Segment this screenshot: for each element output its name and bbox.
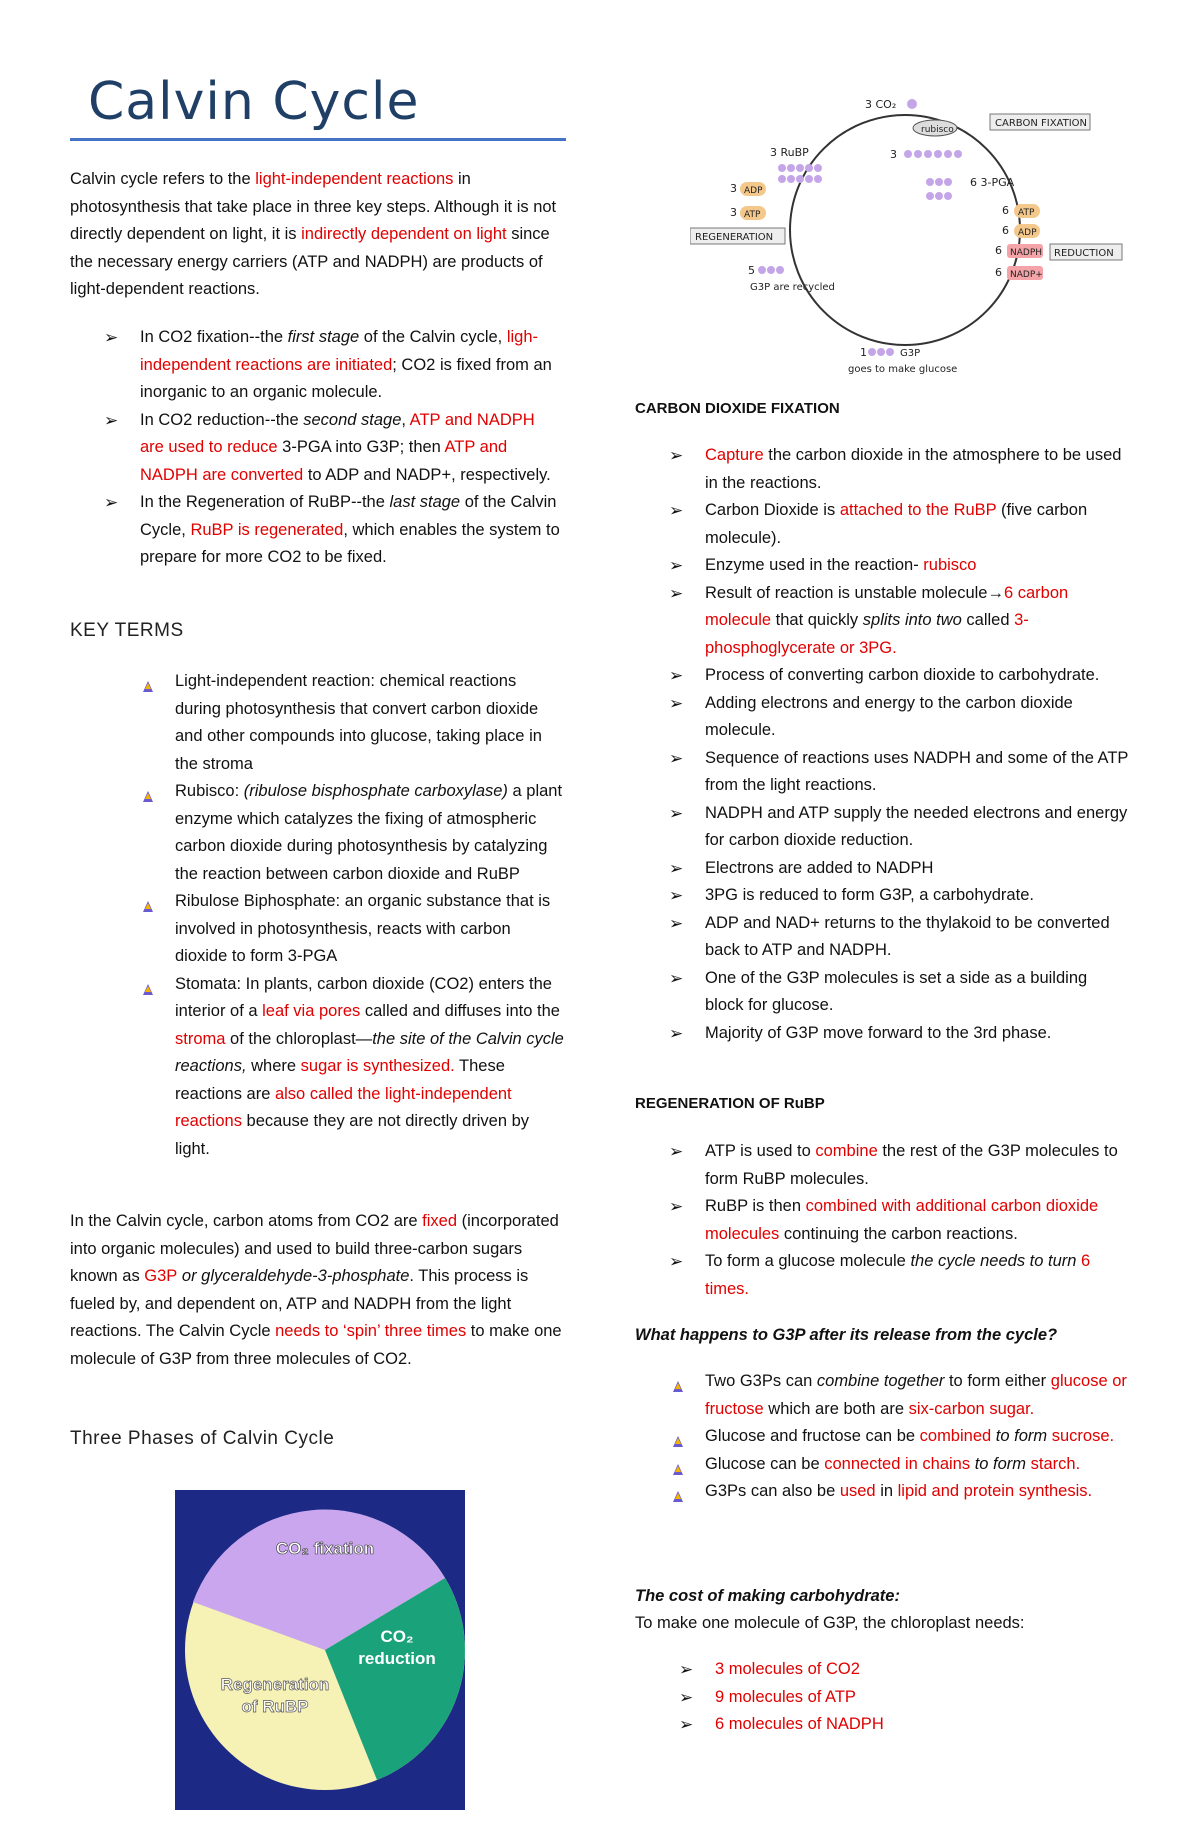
text-segment: 6 carbon molecule bbox=[705, 583, 1069, 629]
label-regeneration: REGENERATION bbox=[695, 232, 774, 243]
text-segment: attached to the RuBP bbox=[839, 501, 997, 519]
text-segment: Glucose can be bbox=[705, 1454, 825, 1473]
text-segment: , bbox=[401, 410, 410, 429]
text-segment: Carbon Dioxide is bbox=[705, 501, 840, 519]
text-segment: connected in chains bbox=[824, 1454, 971, 1473]
text-segment: second stage bbox=[303, 410, 402, 429]
label-atp-left: ATP bbox=[744, 210, 761, 220]
bullet-arrow-icon: ➢ bbox=[679, 1715, 694, 1734]
text-segment: to form bbox=[995, 1427, 1048, 1445]
text-segment: to form bbox=[974, 1454, 1027, 1473]
text-segment: To form a glucose molecule bbox=[705, 1252, 911, 1270]
text-segment: Light-independent reaction: chemical reactions during photosynthesis that convert carbon dioxide and other compounds into glucose, taking place in the stroma bbox=[175, 672, 542, 773]
text-segment: continuing the carbon reactions. bbox=[779, 1224, 1018, 1243]
cost-heading: The cost of making carbohydrate: bbox=[635, 1587, 900, 1605]
text-segment: ; CO2 is fixed from an inorganic to an organic molecule. bbox=[140, 355, 552, 401]
text-segment: (incorporated into organic molecules) and used to build three-carbon sugars known as bbox=[70, 1212, 559, 1285]
bullet-arrow-icon: ➢ bbox=[669, 858, 684, 878]
list-item bbox=[669, 1020, 1130, 1048]
text-segment: In the Regeneration of RuBP--the bbox=[140, 493, 390, 511]
text-segment: In CO2 fixation--the bbox=[140, 328, 288, 346]
text-segment: the carbon dioxide in the atmosphere to be used in the reactions. bbox=[705, 446, 1122, 492]
text-segment: of the Calvin Cycle, bbox=[140, 493, 557, 539]
text-segment: splits into two bbox=[862, 611, 962, 629]
text-segment: which are both are bbox=[763, 1399, 909, 1418]
bullet-arrow-icon: ➢ bbox=[669, 1252, 684, 1271]
list-item bbox=[669, 1248, 1130, 1303]
pie-label-regeneration: Regeneration bbox=[220, 1675, 330, 1694]
label-6-atp-count: 6 bbox=[1002, 204, 1009, 217]
text-segment: Process of converting carbon dioxide to carbohydrate. bbox=[705, 666, 1100, 684]
text-segment: in bbox=[875, 1482, 898, 1500]
text-segment: 6 times. bbox=[705, 1252, 1091, 1298]
text-segment: Result of reaction is unstable molecule→ bbox=[705, 583, 1004, 602]
text-segment: (five carbon molecule). bbox=[705, 501, 1088, 547]
text-segment: 3PG is reduced to form G3P, a carbohydrate. bbox=[705, 886, 1034, 904]
bullet-arrow-icon: ➢ bbox=[669, 748, 684, 768]
label-3-atp-count: 3 bbox=[730, 206, 737, 219]
bullet-arrow-icon: ➢ bbox=[679, 1687, 694, 1707]
list-item bbox=[705, 1451, 1130, 1479]
key-terms-heading: KEY TERMS bbox=[70, 620, 184, 641]
list-item bbox=[175, 971, 565, 1164]
text-segment: combine bbox=[815, 1142, 878, 1160]
pie-label-of-rubp: of RuBP bbox=[241, 1697, 309, 1716]
list-item bbox=[669, 552, 1130, 580]
text-segment: combine together bbox=[816, 1372, 945, 1390]
list-item bbox=[705, 1423, 1130, 1451]
text-segment: ATP and NADPH are converted bbox=[140, 438, 508, 484]
g3p-question: What happens to G3P after its release from the cycle? bbox=[635, 1326, 1058, 1344]
list-item bbox=[669, 965, 1130, 1020]
text-segment: Adding electrons and energy to the carbon dioxide molecule. bbox=[705, 693, 1073, 739]
list-item bbox=[175, 778, 565, 888]
text-segment: used bbox=[839, 1482, 876, 1500]
text-segment: lipid and protein synthesis. bbox=[897, 1482, 1093, 1500]
list-item bbox=[104, 324, 560, 407]
text-segment: six-carbon sugar. bbox=[908, 1399, 1035, 1418]
text-segment: Majority of G3P move forward to the 3rd phase. bbox=[705, 1023, 1052, 1042]
text-segment: to ADP and NADP+, respectively. bbox=[303, 465, 551, 484]
label-goes-to-glucose: goes to make glucose bbox=[848, 364, 958, 375]
text-segment: indirectly dependent on light bbox=[301, 225, 507, 243]
text-segment: leaf via pores bbox=[262, 1002, 361, 1020]
bullet-arrow-icon: ➢ bbox=[669, 1023, 684, 1043]
phases-heading: Three Phases of Calvin Cycle bbox=[70, 1428, 335, 1449]
g3p-list bbox=[705, 1368, 1130, 1506]
cost-subheading: To make one molecule of G3P, the chloroplast needs: bbox=[635, 1614, 1025, 1632]
intro-paragraph bbox=[70, 166, 562, 304]
text-segment: 9 molecules of ATP bbox=[715, 1687, 856, 1706]
bullet-arrow-icon: ➢ bbox=[669, 886, 684, 905]
text-segment: of the chloroplast— bbox=[225, 1029, 373, 1048]
text-segment: last stage bbox=[389, 493, 461, 511]
text-segment: One of the G3P molecules is set a side as a building block for glucose. bbox=[705, 968, 1088, 1014]
text-segment: 3 molecules of CO2 bbox=[715, 1660, 860, 1678]
label-carbon-fixation: CARBON FIXATION bbox=[995, 118, 1088, 129]
text-segment: , which enables the system to prepare for more CO2 to be fixed. bbox=[140, 520, 560, 566]
pie-label-co2: CO₂ bbox=[380, 1627, 414, 1646]
bullet-arrow-icon: ➢ bbox=[669, 501, 684, 520]
co2-fixation-list bbox=[669, 442, 1130, 1047]
text-segment: because they are not directly driven by light. bbox=[175, 1112, 530, 1158]
label-atp-right: ATP bbox=[1018, 208, 1035, 218]
text-segment: sucrose. bbox=[1051, 1427, 1115, 1445]
text-segment: Enzyme used in the reaction- bbox=[705, 556, 924, 574]
text-segment: also called the light-independent reactions bbox=[175, 1084, 512, 1130]
list-item bbox=[669, 442, 1130, 497]
calvin-cycle-diagram bbox=[690, 90, 1130, 380]
regeneration-list bbox=[669, 1138, 1130, 1303]
text-segment: Sequence of reactions uses NADPH and some of the ATP from the light reactions. bbox=[705, 748, 1129, 794]
bullet-arrow-icon: ➢ bbox=[669, 693, 684, 713]
text-segment: the cycle needs to turn bbox=[910, 1252, 1077, 1270]
text-segment: that quickly bbox=[771, 611, 863, 629]
bullet-arrow-icon: ➢ bbox=[669, 556, 684, 575]
text-segment: Glucose and fructose can be bbox=[705, 1427, 920, 1445]
list-item bbox=[175, 888, 565, 971]
text-segment: starch. bbox=[1030, 1454, 1081, 1473]
list-item bbox=[669, 497, 1130, 552]
bullet-flag-icon bbox=[141, 978, 155, 991]
list-item bbox=[669, 745, 1130, 800]
label-nadp: NADP+ bbox=[1010, 270, 1043, 280]
bullet-arrow-icon: ➢ bbox=[679, 1660, 694, 1679]
bullet-flag-icon bbox=[141, 785, 155, 798]
text-segment: RuBP is regenerated bbox=[190, 520, 344, 539]
list-item bbox=[669, 662, 1130, 690]
title-divider bbox=[70, 138, 566, 141]
list-item bbox=[175, 668, 565, 778]
text-segment: 6 molecules of NADPH bbox=[715, 1715, 884, 1733]
key-terms-list bbox=[175, 668, 565, 1163]
list-item bbox=[669, 855, 1130, 883]
text-segment: . This process is fueled by, and dependent on, ATP and NADPH from the light reactions. The Calvin Cycle bbox=[70, 1267, 529, 1340]
list-item bbox=[669, 580, 1130, 663]
text-segment: In the Calvin cycle, carbon atoms from CO2 are bbox=[70, 1212, 423, 1230]
list-item bbox=[669, 690, 1130, 745]
text-segment: called bbox=[961, 611, 1015, 629]
label-rubisco: rubisco bbox=[921, 125, 954, 135]
text-segment: to make one molecule of G3P from three molecules of CO2. bbox=[70, 1322, 562, 1368]
bullet-flag-icon bbox=[141, 895, 155, 908]
text-segment: ligh-independent reactions are initiated bbox=[140, 328, 539, 374]
text-segment: in photosynthesis that take place in three key steps. Although it is not directly dependent on light, it is bbox=[70, 170, 557, 243]
bullet-arrow-icon: ➢ bbox=[669, 968, 684, 988]
text-segment: to form either bbox=[944, 1372, 1051, 1390]
bullet-flag-icon bbox=[671, 1485, 685, 1498]
text-segment: rubisco bbox=[923, 556, 977, 574]
text-segment: 3-PGA into G3P; then bbox=[277, 438, 445, 456]
page-title: Calvin Cycle bbox=[88, 72, 420, 132]
text-segment: of the Calvin cycle, bbox=[359, 328, 507, 346]
text-segment: since the necessary energy carriers (ATP and NADPH) are products of light-dependent reactions. bbox=[70, 225, 550, 298]
label-3co2: 3 CO₂ bbox=[865, 98, 897, 111]
label-reduction: REDUCTION bbox=[1054, 248, 1114, 259]
list-item bbox=[669, 800, 1130, 855]
text-segment: stroma bbox=[175, 1029, 226, 1048]
bullet-flag-icon bbox=[141, 675, 155, 688]
text-segment: fixed bbox=[422, 1212, 457, 1230]
text-segment: the site of the Calvin cycle reactions, bbox=[175, 1029, 564, 1075]
label-nadph: NADPH bbox=[1010, 248, 1043, 258]
text-segment: ADP and NAD+ returns to the thylakoid to be converted back to ATP and NADPH. bbox=[705, 913, 1110, 959]
cost-list bbox=[679, 1656, 1115, 1739]
text-segment: Rubisco: bbox=[175, 782, 244, 800]
text-segment: or glyceraldehyde-3-phosphate bbox=[177, 1267, 410, 1285]
stages-list bbox=[104, 324, 560, 572]
bullet-arrow-icon: ➢ bbox=[104, 493, 119, 512]
label-1-count: 1 bbox=[860, 346, 867, 359]
co2-fixation-heading: CARBON DIOXIDE FIXATION bbox=[635, 400, 840, 417]
label-6-nadph-count: 6 bbox=[995, 244, 1002, 257]
list-item bbox=[679, 1684, 1115, 1712]
list-item bbox=[679, 1711, 1115, 1739]
text-segment: These reactions are bbox=[175, 1057, 505, 1103]
text-segment: first stage bbox=[287, 328, 360, 346]
regeneration-heading: REGENERATION OF RuBP bbox=[635, 1095, 825, 1112]
pie-label-fixation: CO₂ fixation bbox=[275, 1539, 375, 1558]
carbon-paragraph bbox=[70, 1208, 565, 1373]
text-segment: ATP and NADPH are used to reduce bbox=[140, 410, 535, 456]
label-5-count: 5 bbox=[748, 264, 755, 277]
label-6-nadp-count: 6 bbox=[995, 266, 1002, 279]
list-item bbox=[104, 407, 560, 490]
text-segment: Two G3Ps can bbox=[705, 1372, 817, 1390]
list-item bbox=[669, 1138, 1130, 1193]
bullet-flag-icon bbox=[671, 1458, 685, 1471]
bullet-arrow-icon: ➢ bbox=[669, 583, 684, 603]
bullet-flag-icon bbox=[671, 1375, 685, 1388]
text-segment: combined bbox=[919, 1427, 992, 1445]
text-segment: Stomata: In plants, carbon dioxide (CO2) enters the interior of a bbox=[175, 974, 552, 1020]
list-item bbox=[705, 1368, 1130, 1423]
list-item bbox=[669, 882, 1130, 910]
text-segment: where bbox=[246, 1057, 301, 1075]
text-segment: a plant enzyme which catalyzes the fixing of atmospheric carbon dioxide during photosynthesis by catalyzing the reaction between carbon dioxide and RuBP bbox=[175, 782, 563, 883]
label-6-adp-count: 6 bbox=[1002, 224, 1009, 237]
label-g3p-recycled: G3P are recycled bbox=[750, 282, 835, 293]
text-segment: the rest of the G3P molecules to form RuBP molecules. bbox=[705, 1142, 1118, 1188]
text-segment: ATP is used to bbox=[705, 1142, 816, 1160]
bullet-arrow-icon: ➢ bbox=[669, 666, 684, 685]
text-segment: RuBP is then bbox=[705, 1197, 806, 1215]
pie-label-reduction: reduction bbox=[358, 1649, 436, 1668]
text-segment: sugar is synthesized. bbox=[300, 1057, 455, 1075]
text-segment: needs to ‘spin’ three times bbox=[275, 1322, 467, 1340]
bullet-arrow-icon: ➢ bbox=[669, 1142, 684, 1161]
bullet-arrow-icon: ➢ bbox=[669, 803, 684, 823]
text-segment: Calvin cycle refers to the bbox=[70, 170, 256, 188]
label-adp-left: ADP bbox=[744, 186, 763, 196]
list-item bbox=[679, 1656, 1115, 1684]
bullet-arrow-icon: ➢ bbox=[104, 328, 119, 347]
text-segment: 3-phosphoglycerate or 3PG. bbox=[705, 611, 1029, 657]
text-segment: Electrons are added to NADPH bbox=[705, 858, 934, 877]
label-g3p: G3P bbox=[900, 348, 921, 359]
list-item bbox=[104, 489, 560, 572]
list-item bbox=[669, 1193, 1130, 1248]
text-segment: Capture bbox=[705, 446, 764, 464]
bullet-flag-icon bbox=[671, 1430, 685, 1443]
label-3: 3 bbox=[890, 148, 897, 161]
text-segment: G3P bbox=[144, 1267, 178, 1285]
text-segment: In CO2 reduction--the bbox=[140, 410, 304, 429]
list-item bbox=[669, 910, 1130, 965]
text-segment: G3Ps can also be bbox=[705, 1482, 840, 1500]
bullet-arrow-icon: ➢ bbox=[669, 1197, 684, 1216]
text-segment: called and diffuses into the bbox=[360, 1002, 560, 1020]
text-segment: NADPH and ATP supply the needed electrons and energy for carbon dioxide reduction. bbox=[705, 803, 1128, 849]
phases-pie-chart bbox=[175, 1490, 465, 1810]
text-segment: combined with additional carbon dioxide molecules bbox=[705, 1197, 1099, 1243]
label-6-3pga: 6 3-PGA bbox=[970, 176, 1015, 189]
bullet-arrow-icon: ➢ bbox=[669, 913, 684, 933]
list-item bbox=[705, 1478, 1130, 1506]
text-segment: Ribulose Biphosphate: an organic substance that is involved in photosynthesis, reacts with carbon dioxide to form 3-PGA bbox=[175, 892, 551, 965]
text-segment: glucose or fructose bbox=[705, 1372, 1127, 1418]
label-3-adp-count: 3 bbox=[730, 182, 737, 195]
label-3rubp: 3 RuBP bbox=[770, 146, 809, 159]
label-adp-right: ADP bbox=[1018, 228, 1037, 238]
text-segment: (ribulose bisphosphate carboxylase) bbox=[243, 782, 508, 800]
bullet-arrow-icon: ➢ bbox=[104, 410, 119, 430]
bullet-arrow-icon: ➢ bbox=[669, 446, 684, 465]
text-segment: light-independent reactions bbox=[255, 170, 454, 188]
